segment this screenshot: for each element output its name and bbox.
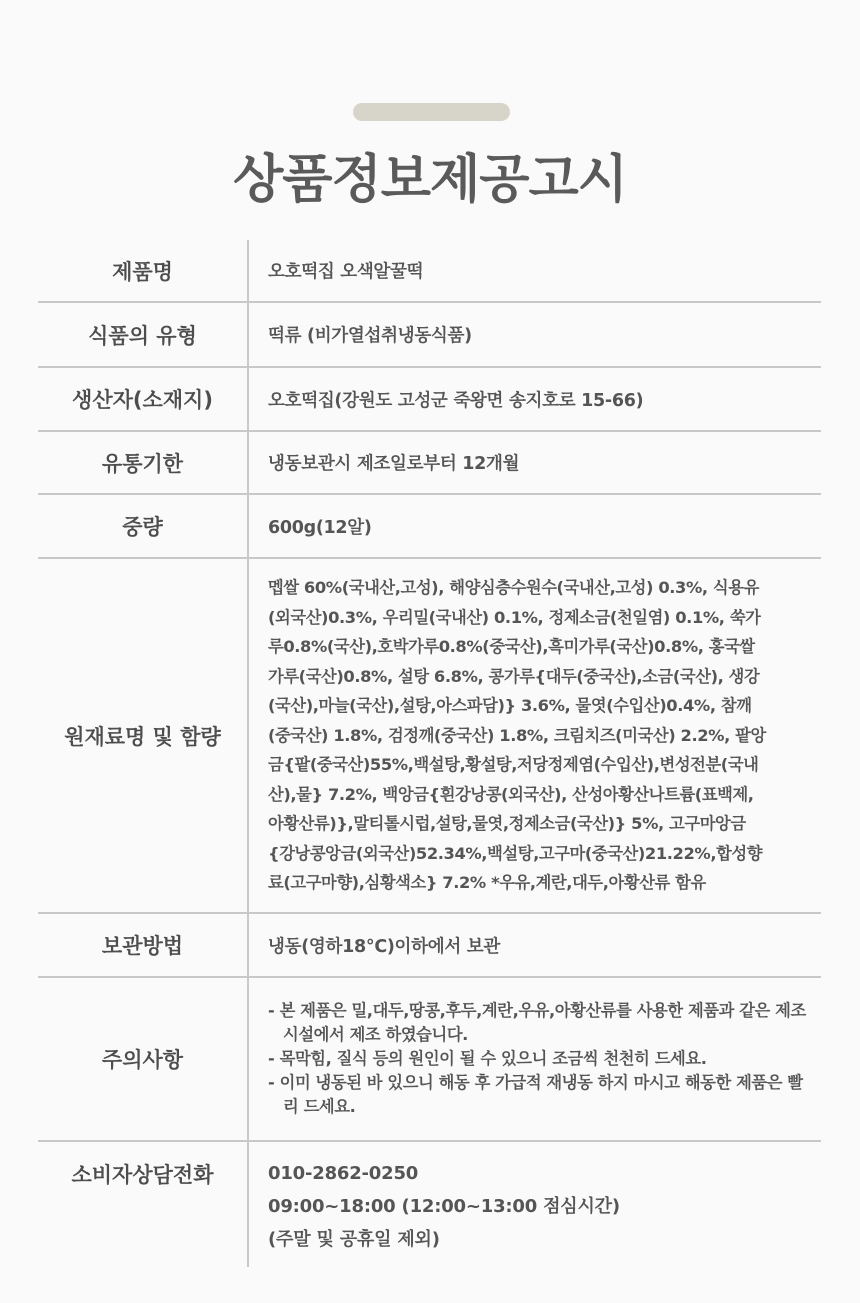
ingredient-line: (국산),마늘(국산),설탕,아스파담)} 3.6%, 물엿(수입산)0.4%, 참깨 <box>268 696 752 716</box>
row-storage <box>38 914 821 978</box>
ingredient-line: 가루(국산)0.8%, 설탕 6.8%, 콩가루{대두(중국산),소금(국산), 생강 <box>268 666 760 686</box>
row-value <box>249 1142 821 1267</box>
contact-hours: 09:00~18:00 (12:00~13:00 점심시간) <box>268 1196 620 1217</box>
decorative-pill <box>353 103 510 121</box>
row-label: 생산자(소재지) <box>38 368 249 430</box>
row-label: 소비자상담전화 <box>38 1142 249 1267</box>
row-cautions <box>38 978 821 1142</box>
row-value: 냉동보관시 제조일로부터 12개월 <box>268 454 520 474</box>
ingredient-line: {강낭콩앙금(외국산)52.34%,백설탕,고구마(중국산)21.22%,합성향 <box>268 843 763 863</box>
row-value: 600g(12알) <box>268 517 372 538</box>
ingredient-line: (외국산)0.3%, 우리밀(국내산) 0.1%, 정제소금(천일염) 0.1%, 쑥가 <box>268 607 761 627</box>
ingredient-line: 료(고구마향),심황색소} 7.2% *우유,계란,대두,아황산류 함유 <box>268 873 706 893</box>
row-contact <box>38 1142 821 1267</box>
contact-phone: 010-2862-0250 <box>268 1163 419 1184</box>
row-label: 중량 <box>38 495 249 557</box>
row-product-name <box>38 240 821 303</box>
ingredient-line: (중국산) 1.8%, 검정깨(중국산) 1.8%, 크림치즈(미국산) 2.2%, 팥앙 <box>268 725 766 745</box>
caution-item: - 이미 냉동된 바 있으니 해동 후 가급적 재냉동 하지 마시고 해동한 제품은 빨리 드세요. <box>268 1073 803 1116</box>
row-value <box>249 978 821 1140</box>
row-value: 오호떡집 오색알꿀떡 <box>268 262 424 282</box>
row-ingredients <box>38 559 821 914</box>
row-value: 오호떡집(강원도 고성군 죽왕면 송지호로 15-66) <box>268 390 644 411</box>
row-value <box>249 559 821 912</box>
product-info-table <box>38 240 821 1267</box>
row-label: 원재료명 및 함량 <box>38 559 249 912</box>
caution-item: - 본 제품은 밀,대두,땅콩,후두,계란,우유,아황산류를 사용한 제품과 같은 제조시설에서 제조 하였습니다. <box>268 1001 806 1044</box>
ingredient-line: 금{팥(중국산)55%,백설탕,황설탕,저당정제염(수입산),변성전분(국내 <box>268 755 759 775</box>
page-title: 상품정보제공고시 <box>233 150 627 210</box>
row-food-type <box>38 303 821 368</box>
ingredient-line: 멥쌀 60%(국내산,고성), 해양심층수원수(국내산,고성) 0.3%, 식용유 <box>268 578 759 598</box>
contact-closed-days: (주말 및 공휴일 제외) <box>268 1229 440 1250</box>
row-expiry <box>38 432 821 495</box>
row-weight <box>38 495 821 559</box>
ingredient-line: 아황산류)},말티톨시럽,설탕,물엿,정제소금(국산)} 5%, 고구마앙금 <box>268 814 746 834</box>
ingredient-line: 루0.8%(국산),호박가루0.8%(중국산),흑미가루(국산)0.8%, 홍국쌀 <box>268 637 755 657</box>
row-value: 냉동(영하18°C)이하에서 보관 <box>268 936 500 957</box>
row-label: 유통기한 <box>38 432 249 493</box>
row-label: 주의사항 <box>38 978 249 1140</box>
row-value: 떡류 (비가열섭취냉동식품) <box>268 326 472 346</box>
caution-item: - 목막힘, 질식 등의 원인이 될 수 있으니 조금씩 천천히 드세요. <box>268 1049 707 1068</box>
ingredient-line: 산),물} 7.2%, 백앙금{흰강낭콩(외국산), 산성아황산나트륨(표백제, <box>268 784 754 804</box>
row-label: 제품명 <box>38 240 249 301</box>
row-label: 식품의 유형 <box>38 303 249 366</box>
row-producer <box>38 368 821 432</box>
row-label: 보관방법 <box>38 914 249 976</box>
